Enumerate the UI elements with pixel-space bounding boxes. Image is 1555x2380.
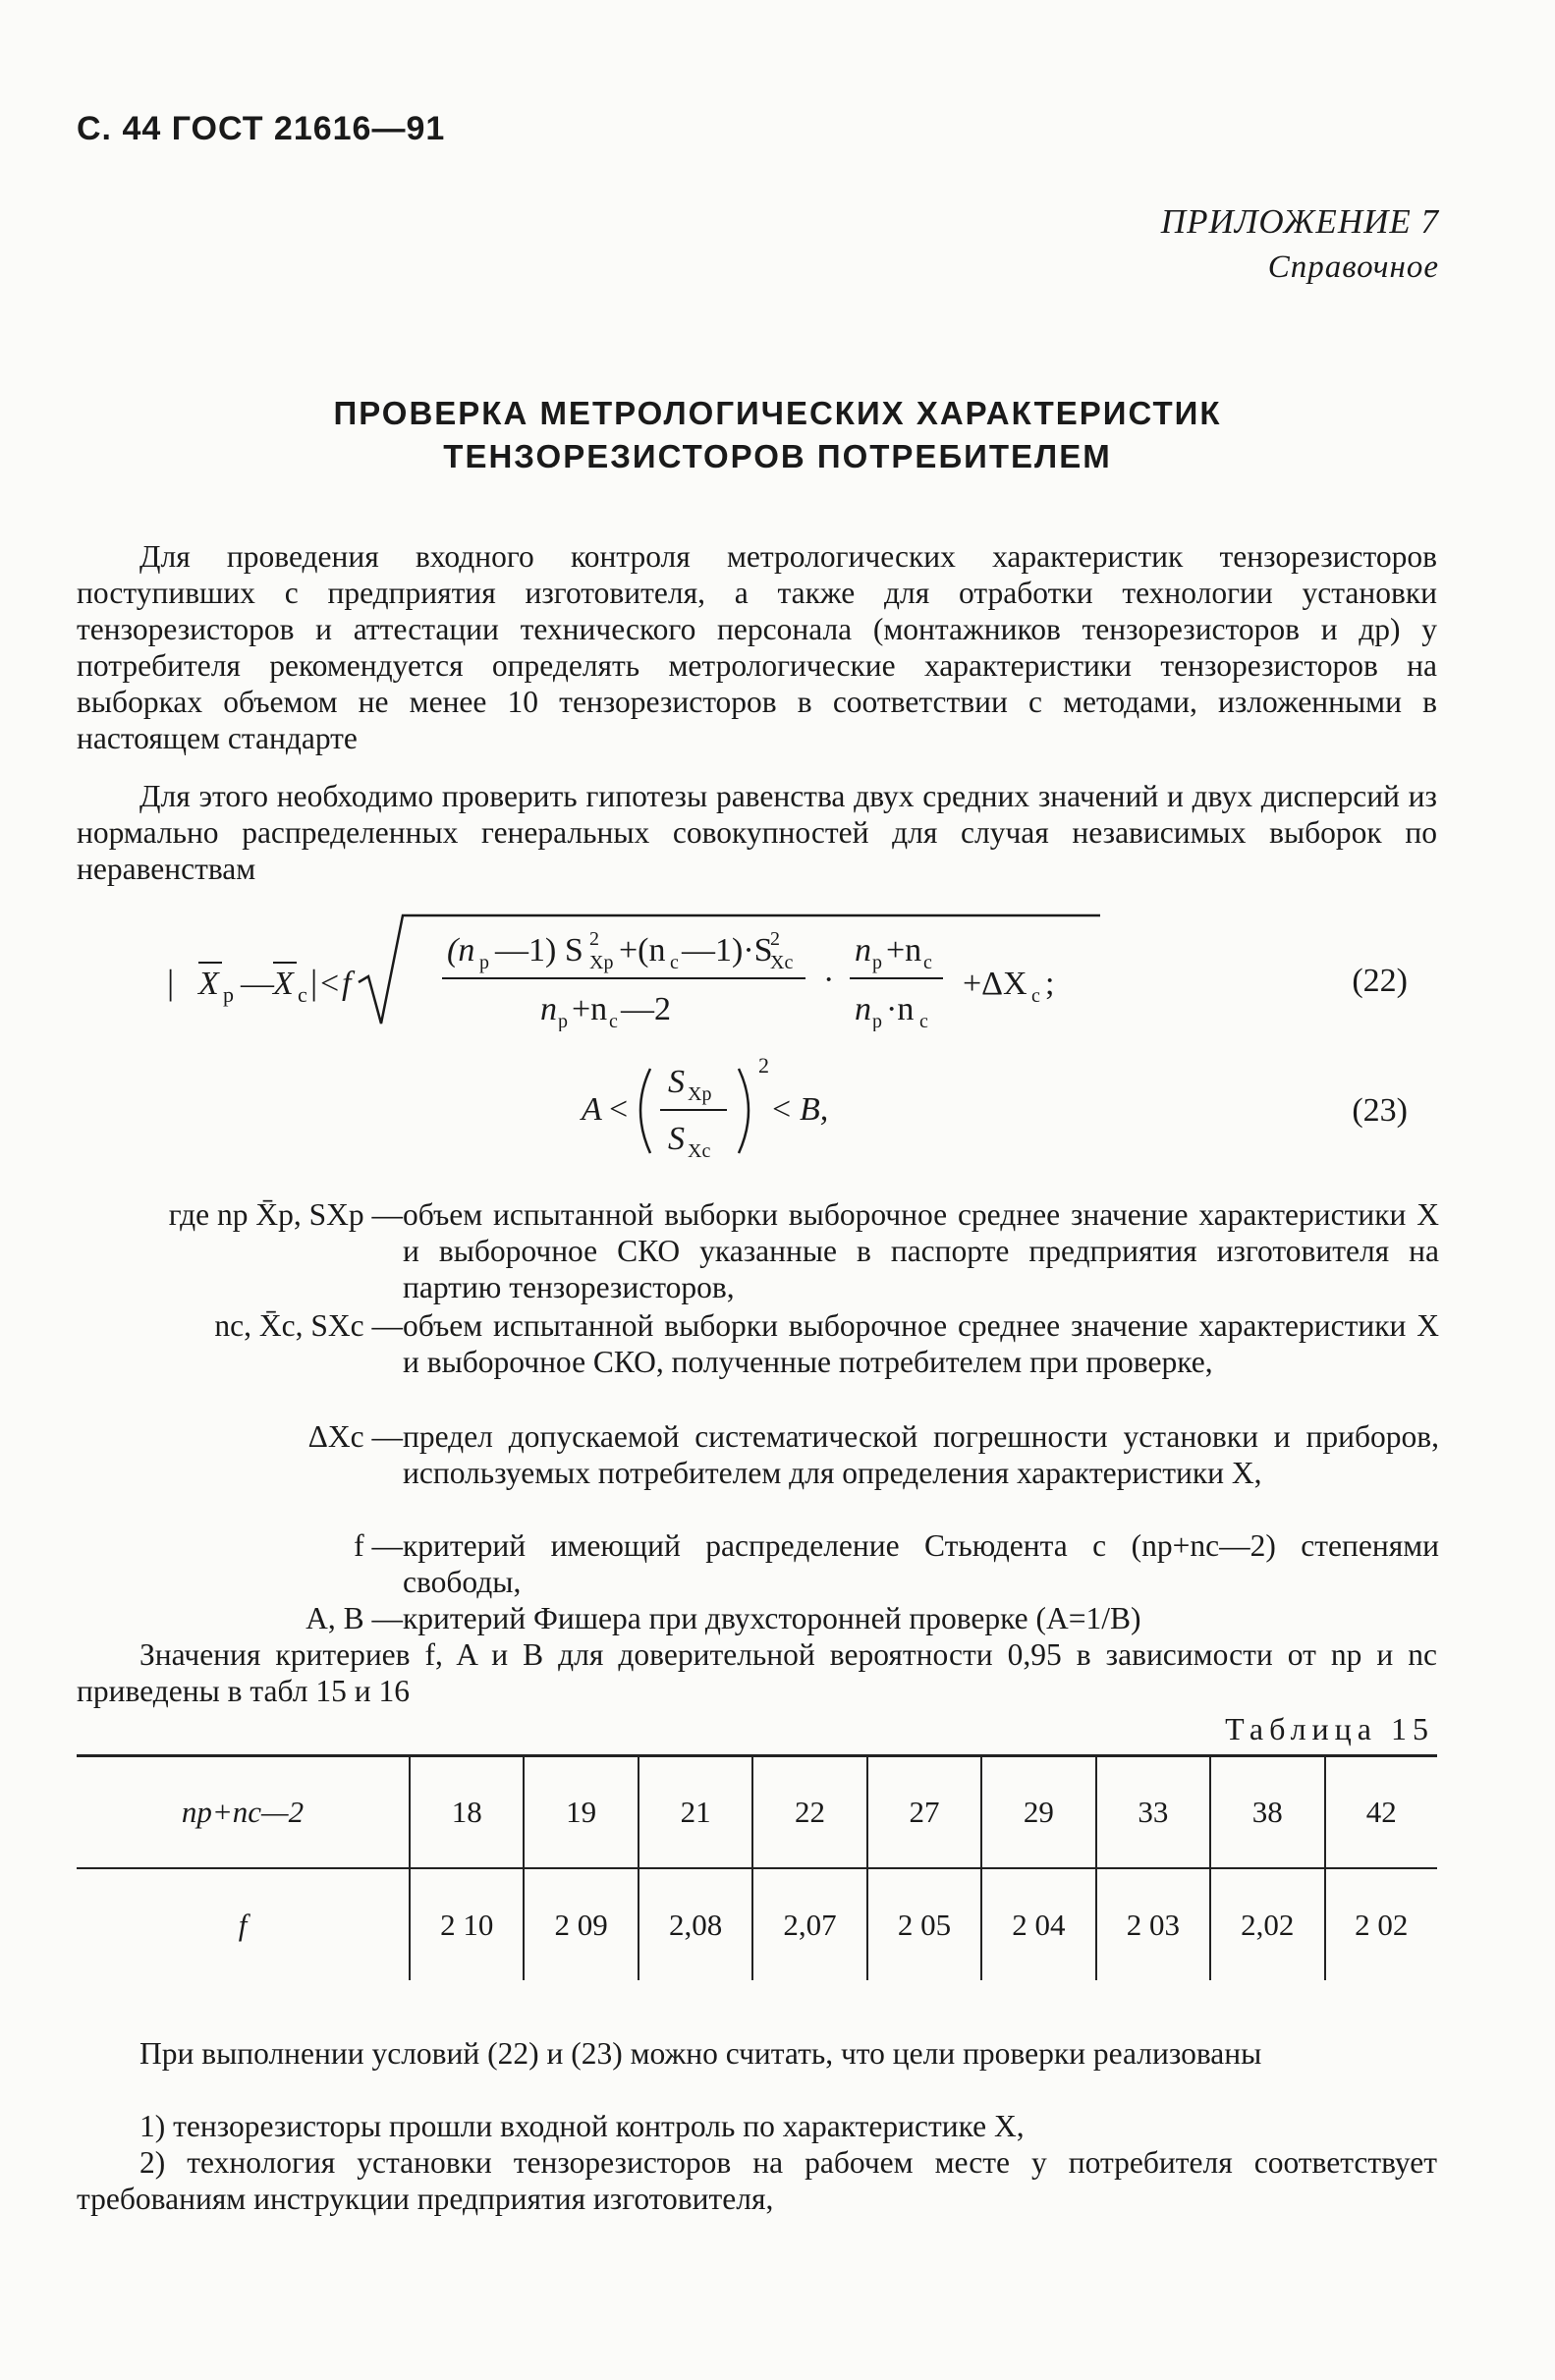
svg-text:·n: ·n — [886, 991, 915, 1027]
svg-text:X: X — [198, 966, 219, 1002]
svg-text:n: n — [855, 991, 871, 1027]
table-cell: 2 03 — [1096, 1868, 1210, 1980]
table-15 — [77, 1756, 1437, 1980]
svg-text:f: f — [342, 966, 352, 1002]
table-cell: 2 05 — [867, 1868, 981, 1980]
table-cell: 18 — [410, 1756, 524, 1868]
svg-text:с: с — [670, 952, 679, 973]
table-header-cell: nр+nс—2 — [77, 1756, 410, 1868]
svg-text:2: 2 — [770, 928, 780, 950]
title-line-1: ПРОВЕРКА МЕТРОЛОГИЧЕСКИХ ХАРАКТЕРИСТИК — [333, 395, 1222, 431]
svg-text:<: < — [320, 966, 340, 1002]
svg-text:n: n — [855, 932, 871, 969]
definition-key-2: nс, X̄с, SXс — — [214, 1308, 403, 1343]
table-cell: 2 02 — [1325, 1868, 1438, 1980]
conclusion-intro: При выполнении условий (22) и (23) можно считать, что цели проверки реализованы — [139, 2036, 1262, 2071]
definitions-list — [0, 1196, 1555, 1635]
table-cell: 21 — [639, 1756, 752, 1868]
equation-23-number: (23) — [1352, 1092, 1408, 1129]
table-cell: 38 — [1210, 1756, 1324, 1868]
definition-text-4: критерий имеющий распределение Стьюдента с (nр+nс—2) степенями свободы, — [403, 1528, 1439, 1599]
svg-text:S: S — [668, 1121, 685, 1157]
svg-text:X: X — [273, 966, 294, 1002]
svg-text:B,: B, — [800, 1091, 829, 1128]
svg-text:(n: (n — [447, 932, 475, 969]
definition-key-5: A, B — — [305, 1601, 403, 1635]
table-cell: 42 — [1325, 1756, 1438, 1868]
svg-text:|: | — [310, 963, 318, 1002]
svg-text:|: | — [167, 963, 175, 1002]
table-cell: 29 — [981, 1756, 1095, 1868]
svg-text:Xс: Xс — [770, 952, 794, 973]
svg-text:·: · — [823, 962, 835, 998]
svg-text:р: р — [223, 982, 234, 1007]
svg-text:с: с — [298, 982, 307, 1007]
svg-text:р: р — [479, 952, 489, 973]
svg-text:+ΔX: +ΔX — [963, 966, 1027, 1002]
svg-text:+n: +n — [886, 932, 922, 969]
svg-text:р: р — [872, 1011, 882, 1031]
table-cell: 22 — [752, 1756, 866, 1868]
table-cell: 2 09 — [524, 1868, 638, 1980]
values-note: Значения критериев f, A и B для доверительной вероятности 0,95 в зависимости от nр и nс приведены в табл 15 и 16 — [77, 1637, 1437, 1708]
svg-text:с: с — [1031, 985, 1040, 1007]
definition-text-5: критерий Фишера при двухсторонней проверке (A=1/B) — [403, 1601, 1141, 1635]
definition-key-1: где nр X̄р, SXр — — [168, 1197, 403, 1232]
definition-text-2: объем испытанной выборки выборочное среднее значение характеристики X и выборочное СКО, полученные потребителем при проверке, — [403, 1308, 1439, 1379]
svg-text:Xр: Xр — [688, 1083, 712, 1105]
table-row — [77, 1756, 1437, 1868]
table-header-cell: f — [238, 1907, 248, 1942]
conclusion-item-1: 1) тензорезисторы прошли входной контроль по характеристике X, — [139, 2109, 1025, 2143]
svg-text:Xс: Xс — [688, 1140, 711, 1162]
table-row — [77, 1868, 1437, 1980]
table-cell: 2,02 — [1210, 1868, 1324, 1980]
svg-text:+n: +n — [572, 991, 608, 1027]
svg-text:+(n: +(n — [619, 932, 666, 969]
equation-22-number: (22) — [1352, 963, 1408, 999]
svg-text:—1)·S: —1)·S — [682, 932, 773, 969]
svg-text:с: с — [923, 952, 932, 973]
svg-text:с: с — [609, 1011, 618, 1031]
svg-text:2: 2 — [589, 928, 599, 950]
definition-text-3: предел допускаемой систематической погрешности установки и приборов, используемых потребителем для определения характеристики X, — [403, 1419, 1439, 1490]
title-line-2: ТЕНЗОРЕЗИСТОРОВ ПОТРЕБИТЕЛЕМ — [443, 438, 1112, 474]
svg-text:р: р — [872, 952, 882, 973]
conclusion-item-2: 2) технология установки тензорезисторов на рабочем месте у потребителя соответствует требованиям инструкции предприятия изготовителя, — [77, 2145, 1437, 2216]
svg-text:—1) S: —1) S — [495, 932, 583, 969]
svg-text:<: < — [609, 1091, 629, 1128]
definition-key-3: ΔXс — — [307, 1419, 403, 1454]
svg-text:2: 2 — [758, 1053, 769, 1078]
table-cell: 2,08 — [639, 1868, 752, 1980]
definition-key-4: f — — [354, 1528, 403, 1563]
paragraph-intro: Для проведения входного контроля метрологических характеристик тензорезисторов поступивших с предприятия изготовителя, а также для отработки технологии установки тензорезисторов и аттестации технического персонала (монтажников тензорезисторов и др) у потребителя рекомендуется определять метрологические характеристики тензорезисторов на выборках объемом не менее 10 тензорезисторов в соответствии с методами, изложенными в настоящем стандарте — [77, 539, 1437, 755]
svg-text:;: ; — [1045, 966, 1055, 1002]
table-cell: 2 04 — [981, 1868, 1095, 1980]
svg-text:<: < — [772, 1091, 792, 1128]
svg-text:с: с — [919, 1011, 928, 1031]
appendix-label: ПРИЛОЖЕНИЕ 7 — [1160, 202, 1439, 241]
table-cell: 27 — [867, 1756, 981, 1868]
table-cell: 2 10 — [410, 1868, 524, 1980]
appendix-type: Справочное — [1267, 249, 1439, 285]
table-15-label: Таблица 15 — [1225, 1711, 1434, 1746]
table-cell: 33 — [1096, 1756, 1210, 1868]
svg-text:n: n — [540, 991, 557, 1027]
svg-text:Xр: Xр — [589, 952, 614, 973]
equation-23 — [570, 1045, 923, 1173]
paragraph-hypothesis: Для этого необходимо проверить гипотезы равенства двух средних значений и двух дисперсий из нормально распределенных генеральных совокупностей для случая независимых выборок по неравенствам — [77, 779, 1437, 886]
svg-text:—: — — [241, 966, 274, 1002]
svg-text:A: A — [582, 1091, 602, 1128]
page-header: С. 44 ГОСТ 21616—91 — [77, 110, 446, 147]
definition-text-1: объем испытанной выборки выборочное среднее значение характеристики X и выборочное СКО указанные в паспорте предприятия изготовителя на партию тензорезисторов, — [403, 1197, 1439, 1304]
equation-22 — [157, 904, 1257, 1031]
svg-text:S: S — [668, 1064, 685, 1100]
svg-text:р: р — [558, 1011, 568, 1031]
table-cell: 2,07 — [752, 1868, 866, 1980]
svg-text:—2: —2 — [621, 991, 671, 1027]
table-cell: 19 — [524, 1756, 638, 1868]
